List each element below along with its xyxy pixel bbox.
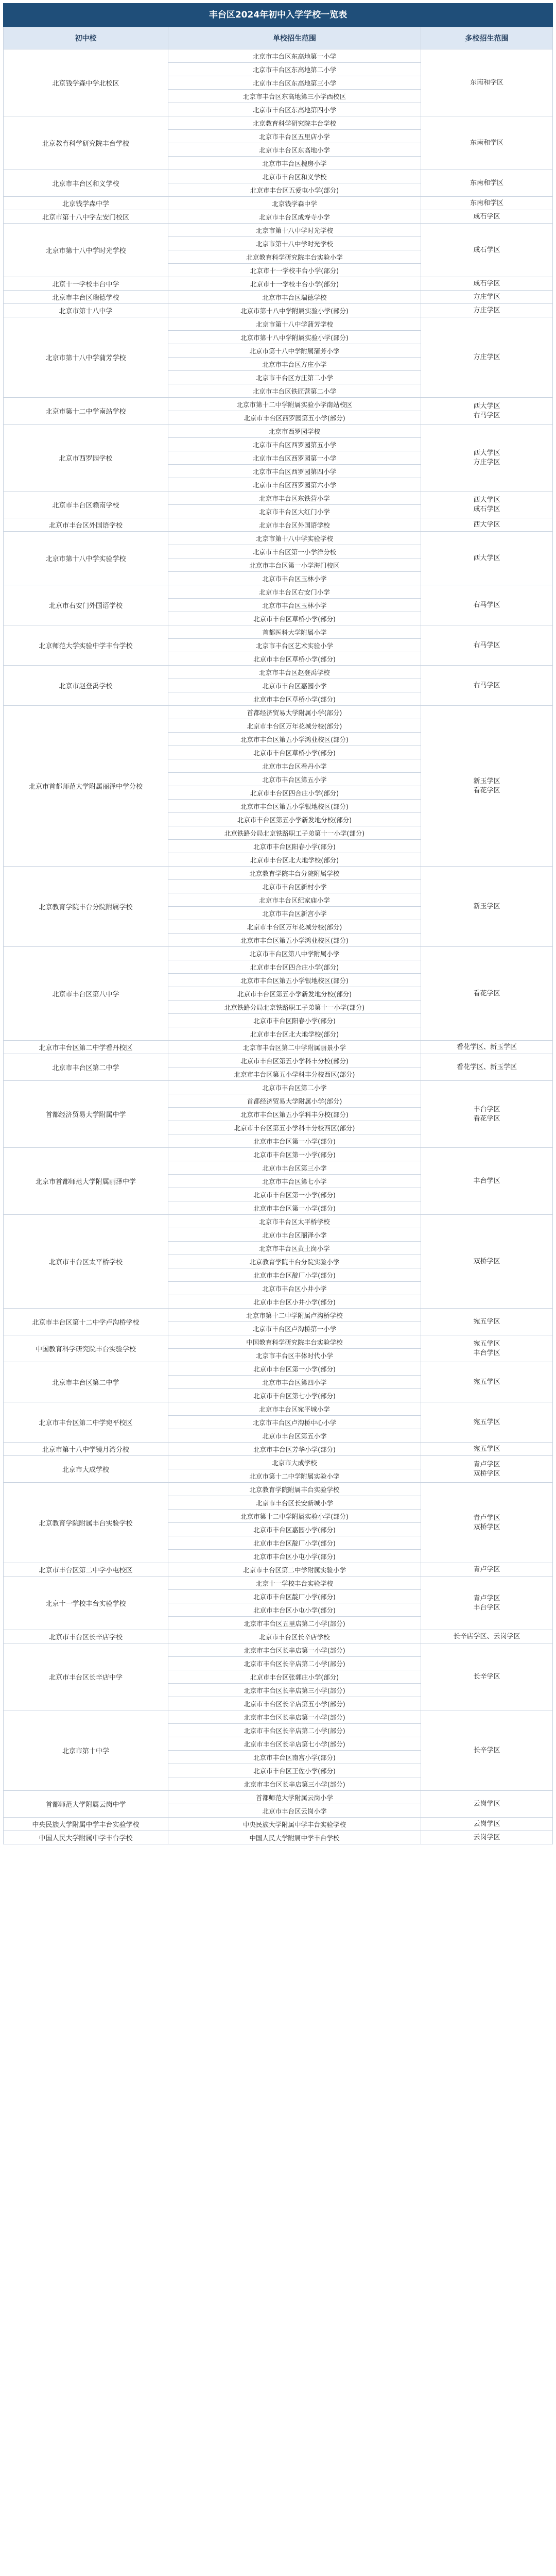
single-scope-cell: 北京市丰台区云岗小学 (168, 1804, 421, 1818)
multi-scope-cell: 新玉学区 看花学区 (421, 706, 552, 867)
single-scope-cell: 北京市丰台区阳春小学(部分) (168, 1014, 421, 1027)
single-scope-cell: 北京市丰台区第五小学鸿业校区(部分) (168, 934, 421, 947)
middle-school-cell: 北京市第十八中学左安门校区 (4, 210, 168, 224)
table-row (4, 1483, 553, 1496)
single-scope-cell: 北京市丰台区五爱屯小学(部分) (168, 183, 421, 197)
single-scope-cell: 北京市大成学校 (168, 1456, 421, 1469)
table-row (4, 1791, 553, 1804)
table-row (4, 585, 553, 599)
middle-school-cell: 中国人民大学附属中学丰台学校 (4, 1831, 168, 1844)
single-scope-cell: 北京市丰台区长辛店第七小学(部分) (168, 1737, 421, 1751)
single-scope-cell: 中央民族大学附属中学丰台实验学校 (168, 1818, 421, 1831)
table-row (4, 867, 553, 880)
header-middle-school: 初中校 (4, 27, 168, 49)
single-scope-cell: 中国人民大学附属中学丰台学校 (168, 1831, 421, 1844)
single-scope-cell: 首都医科大学附属小学 (168, 625, 421, 639)
multi-scope-cell: 右马学区 (421, 625, 552, 666)
multi-scope-cell: 西大学区 (421, 532, 552, 585)
multi-scope-cell: 右马学区 (421, 585, 552, 625)
single-scope-cell: 北京市十一学校丰台小学(部分) (168, 277, 421, 291)
single-scope-cell: 北京市丰台区成寿寺小学 (168, 210, 421, 224)
single-scope-cell: 北京市丰台区看丹小学 (168, 759, 421, 773)
middle-school-cell: 北京教育学院丰台分院附属学校 (4, 867, 168, 947)
single-scope-cell: 北京市丰台区草桥小学(部分) (168, 652, 421, 666)
single-scope-cell: 北京教育学院丰台分院附属学校 (168, 867, 421, 880)
multi-scope-cell: 东南和学区 (421, 116, 552, 170)
single-scope-cell: 首都经济贸易大学附属小学(部分) (168, 1094, 421, 1108)
single-scope-cell: 北京市丰台区东高地第一小学 (168, 49, 421, 63)
single-scope-cell: 北京市丰台区丰体时代小学 (168, 1349, 421, 1362)
single-scope-cell: 北京教育科学研究院丰台学校 (168, 116, 421, 130)
middle-school-cell: 北京市丰台区瑞德学校 (4, 291, 168, 304)
table-row (4, 1818, 553, 1831)
header-single-scope: 单校招生范围 (168, 27, 421, 49)
single-scope-cell: 北京市丰台区长安新城小学 (168, 1496, 421, 1510)
multi-scope-cell: 青卢学区 (421, 1563, 552, 1577)
table-row (4, 625, 553, 639)
single-scope-cell: 北京市丰台区王佐小学(部分) (168, 1764, 421, 1777)
table-header-row (4, 27, 553, 49)
single-scope-cell: 北京市丰台区宛平城小学 (168, 1402, 421, 1416)
single-scope-cell: 北京市第十二中学附属实验小学 (168, 1469, 421, 1483)
single-scope-cell: 北京市十一学校丰台小学(部分) (168, 264, 421, 277)
single-scope-cell: 北京市丰台区阳春小学(部分) (168, 840, 421, 853)
single-scope-cell: 北京市丰台区右安门小学 (168, 585, 421, 599)
header-multi-scope: 多校招生范围 (421, 27, 552, 49)
single-scope-cell: 北京市丰台区西罗园第一小学 (168, 451, 421, 465)
table-row (4, 1456, 553, 1469)
table-row (4, 1710, 553, 1724)
middle-school-cell: 北京教育学院附属丰台实验学校 (4, 1483, 168, 1563)
single-scope-cell: 北京市丰台区四合庄小学(部分) (168, 960, 421, 974)
middle-school-cell: 北京市第十八中学时光学校 (4, 224, 168, 277)
multi-scope-cell: 云岗学区 (421, 1831, 552, 1844)
single-scope-cell: 北京市丰台区瑞德学校 (168, 291, 421, 304)
single-scope-cell: 北京市丰台区第三小学 (168, 1161, 421, 1175)
table-row (4, 49, 553, 63)
multi-scope-cell: 青卢学区 双桥学区 (421, 1456, 552, 1483)
single-scope-cell: 北京市丰台区新宫小学 (168, 907, 421, 920)
single-scope-cell: 北京市丰台区万年花城分校(部分) (168, 719, 421, 733)
single-scope-cell: 中国教育科学研究院丰台实验学校 (168, 1335, 421, 1349)
single-scope-cell: 北京市丰台区第一小学洋分校 (168, 545, 421, 558)
single-scope-cell: 北京市丰台区第一小学海门校区 (168, 558, 421, 572)
multi-scope-cell: 丰台学区 (421, 1148, 552, 1215)
single-scope-cell: 北京教育科学研究院丰台实验小学 (168, 250, 421, 264)
single-scope-cell: 北京市丰台区小屯小学(部分) (168, 1603, 421, 1617)
middle-school-cell: 中国教育科学研究院丰台实验学校 (4, 1335, 168, 1362)
middle-school-cell: 北京市丰台区第二中学小屯校区 (4, 1563, 168, 1577)
single-scope-cell: 首都经济贸易大学附属小学(部分) (168, 706, 421, 719)
single-scope-cell: 北京市丰台区第一小学(部分) (168, 1148, 421, 1161)
single-scope-cell: 北京市第十八中学附属实验小学(部分) (168, 304, 421, 317)
table-row (4, 1335, 553, 1349)
table-row (4, 518, 553, 532)
middle-school-cell: 中央民族大学附属中学丰台实验学校 (4, 1818, 168, 1831)
middle-school-cell: 北京钱学森中学北校区 (4, 49, 168, 116)
middle-school-cell: 首都师范大学附属云岗中学 (4, 1791, 168, 1818)
single-scope-cell: 北京市丰台区东高地第四小学 (168, 103, 421, 116)
table-row (4, 197, 553, 210)
table-row (4, 1630, 553, 1643)
table-row (4, 317, 553, 331)
multi-scope-cell: 看花学区、新玉学区 (421, 1054, 552, 1081)
single-scope-cell: 北京市丰台区东高地第三小学 (168, 76, 421, 90)
multi-scope-cell: 新玉学区 (421, 867, 552, 947)
single-scope-cell: 北京市丰台区纪家庙小学 (168, 893, 421, 907)
multi-scope-cell: 青卢学区 丰台学区 (421, 1577, 552, 1630)
table-row (4, 277, 553, 291)
single-scope-cell: 北京市丰台区新村小学 (168, 880, 421, 893)
single-scope-cell: 北京市丰台区大红门小学 (168, 505, 421, 518)
single-scope-cell: 北京市丰台区第五小学新发地分校(部分) (168, 987, 421, 1001)
multi-scope-cell: 宛五学区 (421, 1309, 552, 1335)
single-scope-cell: 北京市丰台区四合庄小学(部分) (168, 786, 421, 800)
middle-school-cell: 北京钱学森中学 (4, 197, 168, 210)
middle-school-cell: 北京市丰台区外国语学校 (4, 518, 168, 532)
multi-scope-cell: 方庄学区 (421, 317, 552, 398)
single-scope-cell: 北京市丰台区第五小学 (168, 773, 421, 786)
single-scope-cell: 北京市丰台区丽泽小学 (168, 1228, 421, 1242)
single-scope-cell: 北京市丰台区东铁营小学 (168, 492, 421, 505)
single-scope-cell: 北京市丰台区艺术实验小学 (168, 639, 421, 652)
single-scope-cell: 北京市丰台区靛厂小学(部分) (168, 1590, 421, 1603)
table-row (4, 210, 553, 224)
middle-school-cell: 北京市第十八中学镜月湾分校 (4, 1443, 168, 1456)
multi-scope-cell: 西大学区 方庄学区 (421, 425, 552, 492)
single-scope-cell: 北京市丰台区草桥小学(部分) (168, 746, 421, 759)
multi-scope-cell: 方庄学区 (421, 291, 552, 304)
middle-school-cell: 北京市丰台区赖南学校 (4, 492, 168, 518)
single-scope-cell: 北京市丰台区五里店第二小学(部分) (168, 1617, 421, 1630)
middle-school-cell: 北京市赵登禹学校 (4, 666, 168, 706)
middle-school-cell: 北京十一学校丰台中学 (4, 277, 168, 291)
table-row (4, 116, 553, 130)
table-row (4, 291, 553, 304)
multi-scope-cell: 成石学区 (421, 210, 552, 224)
single-scope-cell: 北京市丰台区第五小学新发地分校(部分) (168, 813, 421, 826)
single-scope-cell: 北京市丰台区和义学校 (168, 170, 421, 183)
table-row (4, 398, 553, 411)
single-scope-cell: 北京市丰台区东高地第三小学西校区 (168, 90, 421, 103)
single-scope-cell: 北京市第十八中学附属蒲芳小学 (168, 344, 421, 358)
single-scope-cell: 北京市丰台区槐房小学 (168, 157, 421, 170)
table-row (4, 1148, 553, 1161)
multi-scope-cell: 云岗学区 (421, 1791, 552, 1818)
single-scope-cell: 首都师范大学附属云岗小学 (168, 1791, 421, 1804)
middle-school-cell: 北京市丰台区第二中学 (4, 1362, 168, 1402)
table-row (4, 1443, 553, 1456)
middle-school-cell: 北京教育科学研究院丰台学校 (4, 116, 168, 170)
multi-scope-cell: 双桥学区 (421, 1215, 552, 1309)
single-scope-cell: 北京市丰台区玉林小学 (168, 599, 421, 612)
single-scope-cell: 北京教育学院附属丰台实验学校 (168, 1483, 421, 1496)
middle-school-cell: 北京市首都师范大学附属丽泽中学 (4, 1148, 168, 1215)
single-scope-cell: 北京市丰台区万年花城分校(部分) (168, 920, 421, 934)
table-row (4, 425, 553, 438)
middle-school-cell: 北京市第十二中学南站学校 (4, 398, 168, 425)
single-scope-cell: 北京市丰台区第五小学银地校区(部分) (168, 800, 421, 813)
middle-school-cell: 北京市西罗园学校 (4, 425, 168, 492)
multi-scope-cell: 西大学区 成石学区 (421, 492, 552, 518)
middle-school-cell: 北京市首都师范大学附属丽泽中学分校 (4, 706, 168, 867)
single-scope-cell: 北京市第十八中学蒲芳学校 (168, 317, 421, 331)
multi-scope-cell: 长辛学区 (421, 1643, 552, 1710)
single-scope-cell: 北京市丰台区西罗园第六小学 (168, 478, 421, 492)
single-scope-cell: 北京市丰台区小屯小学(部分) (168, 1550, 421, 1563)
multi-scope-cell: 宛五学区 (421, 1362, 552, 1402)
multi-scope-cell: 宛五学区 丰台学区 (421, 1335, 552, 1362)
single-scope-cell: 北京市丰台区靛厂小学(部分) (168, 1268, 421, 1282)
single-scope-cell: 北京市丰台区第一小学(部分) (168, 1201, 421, 1215)
multi-scope-cell: 西大学区 (421, 518, 552, 532)
document-title: 丰台区2024年初中入学学校一览表 (3, 3, 553, 27)
single-scope-cell: 北京铁路分局北京铁路职工子弟第十一小学(部分) (168, 826, 421, 840)
single-scope-cell: 北京市丰台区长辛店第二小学(部分) (168, 1724, 421, 1737)
single-scope-cell: 北京市丰台区赵登禹学校 (168, 666, 421, 679)
single-scope-cell: 北京市丰台区第一小学(部分) (168, 1188, 421, 1201)
multi-scope-cell: 宛五学区 (421, 1443, 552, 1456)
table-row (4, 1577, 553, 1590)
single-scope-cell: 北京市丰台区张郭庄小学(部分) (168, 1670, 421, 1684)
middle-school-cell: 首都经济贸易大学附属中学 (4, 1081, 168, 1148)
single-scope-cell: 北京市丰台区第五小学科丰分校西区(部分) (168, 1067, 421, 1081)
middle-school-cell: 北京市丰台区和义学校 (4, 170, 168, 197)
multi-scope-cell: 青卢学区 双桥学区 (421, 1483, 552, 1563)
single-scope-cell: 北京市丰台区第二中学附属丽景小学 (168, 1041, 421, 1054)
single-scope-cell: 北京市丰台区第七小学(部分) (168, 1389, 421, 1402)
single-scope-cell: 北京市第十二中学附属实验小学(部分) (168, 1510, 421, 1523)
single-scope-cell: 北京市丰台区长辛店第一小学(部分) (168, 1643, 421, 1657)
middle-school-cell: 北京市第十八中学蒲芳学校 (4, 317, 168, 398)
single-scope-cell: 北京市丰台区方庄第二小学 (168, 371, 421, 384)
table-row (4, 1643, 553, 1657)
single-scope-cell: 北京市丰台区黄土岗小学 (168, 1242, 421, 1255)
table-row (4, 706, 553, 719)
single-scope-cell: 北京市丰台区嘉园小学 (168, 679, 421, 692)
multi-scope-cell: 东南和学区 (421, 197, 552, 210)
single-scope-cell: 北京市丰台区北大地学校(部分) (168, 853, 421, 867)
single-scope-cell: 北京十一学校丰台实验学校 (168, 1577, 421, 1590)
middle-school-cell: 北京市丰台区长辛店学校 (4, 1630, 168, 1643)
single-scope-cell: 北京市第十八中学实验学校 (168, 532, 421, 545)
multi-scope-cell: 成石学区 (421, 277, 552, 291)
single-scope-cell: 北京市丰台区五里店小学 (168, 130, 421, 143)
middle-school-cell: 北京市丰台区第十二中学卢沟桥学校 (4, 1309, 168, 1335)
table-row (4, 1309, 553, 1322)
table-row (4, 532, 553, 545)
multi-scope-cell: 云岗学区 (421, 1818, 552, 1831)
multi-scope-cell: 长辛店学区、云岗学区 (421, 1630, 552, 1643)
middle-school-cell: 北京市第十八中学实验学校 (4, 532, 168, 585)
single-scope-cell: 北京市丰台区第一小学(部分) (168, 1134, 421, 1148)
middle-school-cell: 北京市丰台区第二中学看丹校区 (4, 1041, 168, 1054)
single-scope-cell: 北京市丰台区第二小学 (168, 1081, 421, 1094)
single-scope-cell: 北京铁路分局北京铁路职工子弟第十一小学(部分) (168, 1001, 421, 1014)
table-row (4, 1041, 553, 1054)
table-row (4, 492, 553, 505)
single-scope-cell: 北京市西罗园学校 (168, 425, 421, 438)
single-scope-cell: 北京市丰台区长辛店第三小学(部分) (168, 1684, 421, 1697)
multi-scope-cell: 东南和学区 (421, 170, 552, 197)
single-scope-cell: 北京市丰台区第八中学附属小学 (168, 947, 421, 960)
single-scope-cell: 北京市丰台区卢沟桥第一小学 (168, 1322, 421, 1335)
single-scope-cell: 北京市丰台区第七小学 (168, 1175, 421, 1188)
single-scope-cell: 北京市丰台区第五小学银地校区(部分) (168, 974, 421, 987)
single-scope-cell: 北京市第十八中学时光学校 (168, 224, 421, 237)
single-scope-cell: 北京市丰台区玉林小学 (168, 572, 421, 585)
table-row (4, 947, 553, 960)
single-scope-cell: 北京市丰台区西罗园第五小学(部分) (168, 411, 421, 425)
single-scope-cell: 北京市丰台区北大地学校(部分) (168, 1027, 421, 1041)
multi-scope-cell: 看花学区、新玉学区 (421, 1041, 552, 1054)
multi-scope-cell: 方庄学区 (421, 304, 552, 317)
middle-school-cell: 北京师范大学实验中学丰台学校 (4, 625, 168, 666)
single-scope-cell: 北京市丰台区铁匠营第二小学 (168, 384, 421, 398)
single-scope-cell: 北京市丰台区长辛店第二小学(部分) (168, 1657, 421, 1670)
single-scope-cell: 北京市丰台区长辛店第一小学(部分) (168, 1710, 421, 1724)
middle-school-cell: 北京市丰台区第八中学 (4, 947, 168, 1041)
middle-school-cell: 北京市右安门外国语学校 (4, 585, 168, 625)
table-row (4, 1362, 553, 1376)
multi-scope-cell: 宛五学区 (421, 1402, 552, 1443)
single-scope-cell: 北京市第十二中学附属卢沟桥学校 (168, 1309, 421, 1322)
table-row (4, 224, 553, 237)
multi-scope-cell: 看花学区 (421, 947, 552, 1041)
single-scope-cell: 北京市第十八中学时光学校 (168, 237, 421, 250)
single-scope-cell: 北京市丰台区第五小学 (168, 1429, 421, 1443)
single-scope-cell: 北京市丰台区第一小学(部分) (168, 1362, 421, 1376)
multi-scope-cell: 右马学区 (421, 666, 552, 706)
single-scope-cell: 北京市丰台区芳华小学(部分) (168, 1443, 421, 1456)
single-scope-cell: 北京市丰台区草桥小学(部分) (168, 692, 421, 706)
single-scope-cell: 北京市丰台区太平桥学校 (168, 1215, 421, 1228)
single-scope-cell: 北京市丰台区方庄小学 (168, 358, 421, 371)
single-scope-cell: 北京市丰台区外国语学校 (168, 518, 421, 532)
table-row (4, 304, 553, 317)
single-scope-cell: 北京钱学森中学 (168, 197, 421, 210)
single-scope-cell: 北京市丰台区靛厂小学(部分) (168, 1536, 421, 1550)
single-scope-cell: 北京市丰台区第五小学科丰分校西区(部分) (168, 1121, 421, 1134)
single-scope-cell: 北京市丰台区第五小学科丰分校(部分) (168, 1054, 421, 1067)
single-scope-cell: 北京教育学院丰台分院实验小学 (168, 1255, 421, 1268)
single-scope-cell: 北京市丰台区南宫小学(部分) (168, 1751, 421, 1764)
table-row (4, 1054, 553, 1067)
single-scope-cell: 北京市丰台区小井小学(部分) (168, 1295, 421, 1309)
single-scope-cell: 北京市丰台区长辛店第三小学(部分) (168, 1777, 421, 1791)
table-row (4, 1831, 553, 1844)
single-scope-cell: 北京市丰台区西罗园第四小学 (168, 465, 421, 478)
single-scope-cell: 北京市丰台区第四小学 (168, 1376, 421, 1389)
single-scope-cell: 北京市第十八中学附属实验小学(部分) (168, 331, 421, 344)
middle-school-cell: 北京市第十中学 (4, 1710, 168, 1791)
multi-scope-cell: 丰台学区 看花学区 (421, 1081, 552, 1148)
single-scope-cell: 北京市丰台区长辛店第五小学(部分) (168, 1697, 421, 1710)
middle-school-cell: 北京市丰台区第二中学宛平校区 (4, 1402, 168, 1443)
table-row (4, 1215, 553, 1228)
table-row (4, 1563, 553, 1577)
single-scope-cell: 北京市丰台区草桥小学(部分) (168, 612, 421, 625)
multi-scope-cell: 成石学区 (421, 224, 552, 277)
table-row (4, 170, 553, 183)
multi-scope-cell: 东南和学区 (421, 49, 552, 116)
single-scope-cell: 北京市第十二中学附属实验小学南站校区 (168, 398, 421, 411)
middle-school-cell: 北京市大成学校 (4, 1456, 168, 1483)
single-scope-cell: 北京市丰台区东高地第二小学 (168, 63, 421, 76)
multi-scope-cell: 西大学区 右马学区 (421, 398, 552, 425)
middle-school-cell: 北京市丰台区长辛店中学 (4, 1643, 168, 1710)
table-row (4, 1402, 553, 1416)
table-row (4, 1081, 553, 1094)
single-scope-cell: 北京市丰台区东高地小学 (168, 143, 421, 157)
multi-scope-cell: 长辛学区 (421, 1710, 552, 1791)
single-scope-cell: 北京市丰台区小井小学 (168, 1282, 421, 1295)
single-scope-cell: 北京市丰台区第五小学科丰分校(部分) (168, 1108, 421, 1121)
table-body (4, 49, 553, 1844)
middle-school-cell: 北京市丰台区太平桥学校 (4, 1215, 168, 1309)
table-row (4, 666, 553, 679)
middle-school-cell: 北京市丰台区第二中学 (4, 1054, 168, 1081)
school-table (3, 27, 553, 1844)
single-scope-cell: 北京市丰台区第二中学附属实验小学 (168, 1563, 421, 1577)
middle-school-cell: 北京市第十八中学 (4, 304, 168, 317)
single-scope-cell: 北京市丰台区长辛店学校 (168, 1630, 421, 1643)
single-scope-cell: 北京市丰台区第五小学鸿业校区(部分) (168, 733, 421, 746)
single-scope-cell: 北京市丰台区西罗园第五小学 (168, 438, 421, 451)
single-scope-cell: 北京市丰台区卢沟桥中心小学 (168, 1416, 421, 1429)
middle-school-cell: 北京十一学校丰台实验学校 (4, 1577, 168, 1630)
single-scope-cell: 北京市丰台区嘉园小学(部分) (168, 1523, 421, 1536)
